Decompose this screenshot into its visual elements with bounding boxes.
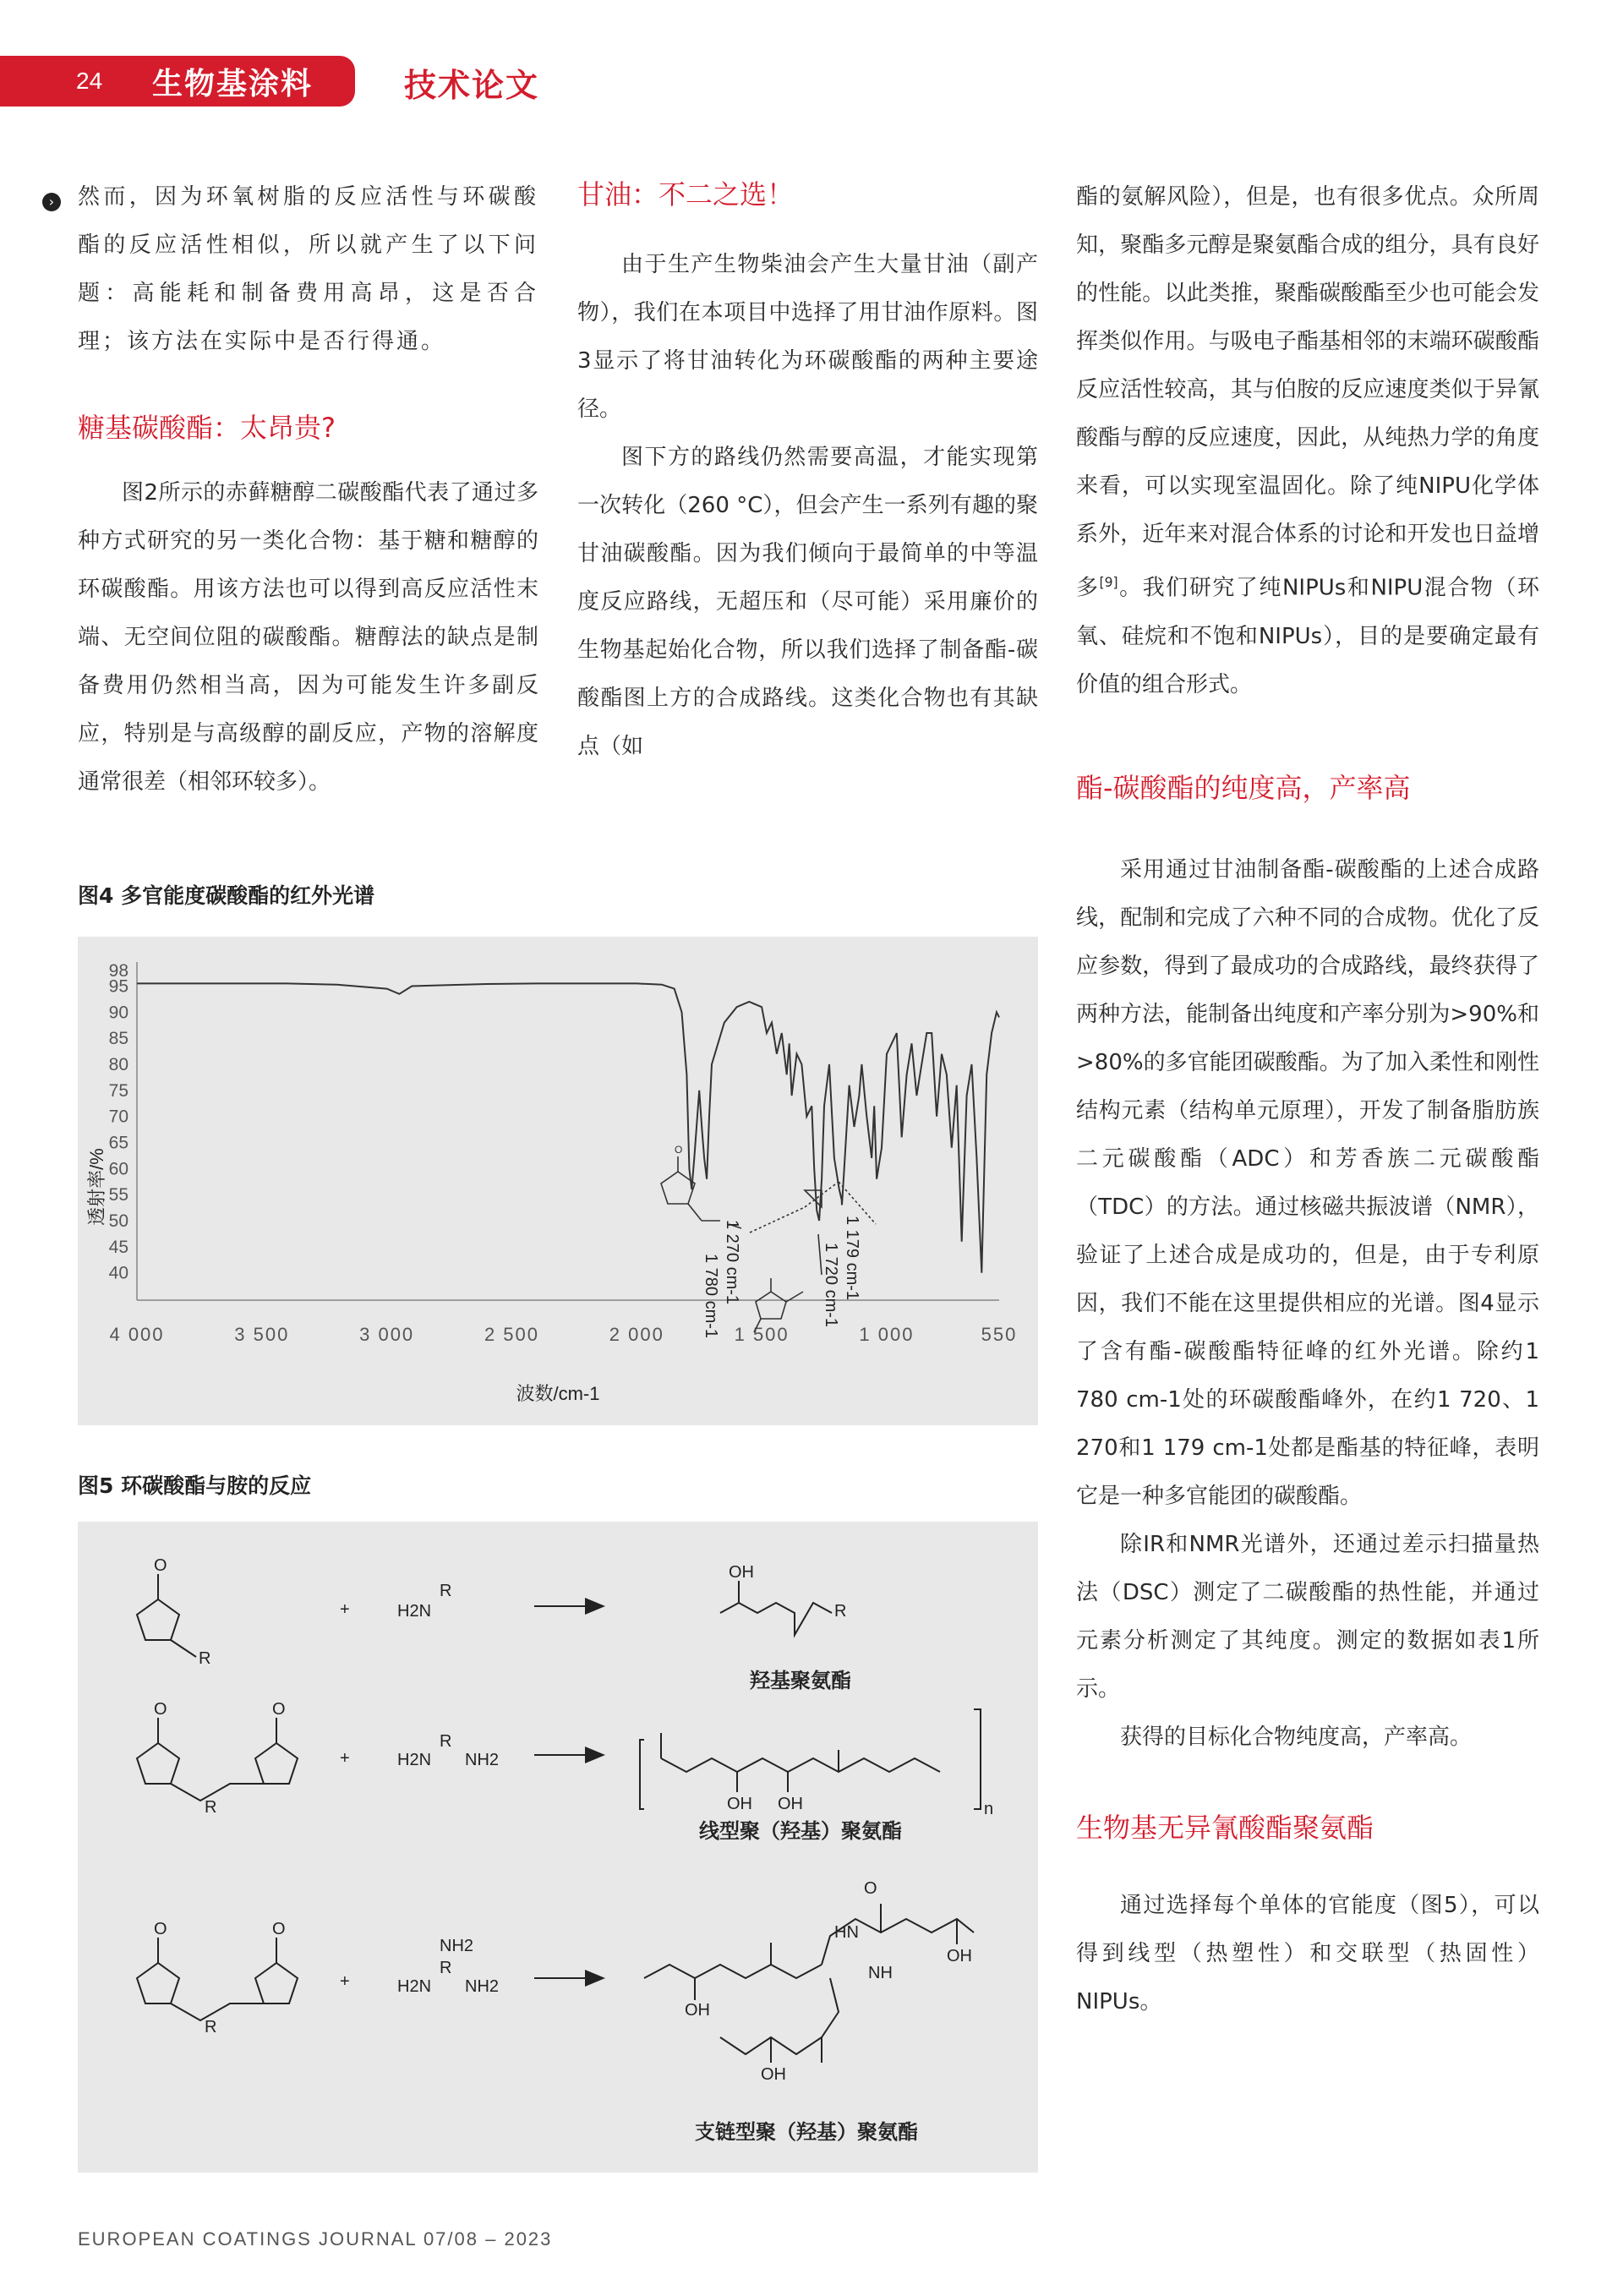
label-o-2a: O — [154, 1700, 167, 1719]
plus-sign-2: + — [340, 1749, 350, 1768]
reference-mark: [9] — [1099, 575, 1118, 590]
glycerol-paragraph-1: 由于生产生物柴油会产生大量甘油（副产物），我们在本项目中选择了用甘油作原料。图3显示了将甘油转化为环碳酸酯的两种主要途径。 — [577, 252, 1038, 422]
x-tick-label: 2 000 — [609, 1324, 664, 1345]
reaction-scheme — [78, 1522, 1038, 2173]
label-hn-3: HN — [834, 1923, 859, 1942]
label-oh-2b: OH — [778, 1795, 803, 1813]
nipu-paragraph: 通过选择每个单体的官能度（图5），可以得到线型（热塑性）和交联型（热固性）NIPUs。 — [1076, 1892, 1539, 2014]
section-title: 生物基涂料 — [152, 66, 314, 101]
amine-nh2-3b: NH2 — [465, 1977, 500, 1996]
amine-h2n-2: H2N — [397, 1751, 432, 1769]
y-tick-label: 90 — [108, 1003, 128, 1023]
label-o-3a: O — [154, 1920, 167, 1938]
x-tick-label: 2 500 — [484, 1324, 540, 1345]
label-r1-2: R — [205, 1798, 217, 1817]
label-oh-3c: OH — [761, 2065, 786, 2084]
left-column — [78, 173, 538, 806]
continue-arrow-icon: › — [42, 193, 61, 211]
mol-o-label: O — [675, 1144, 683, 1156]
section-banner — [0, 56, 355, 107]
y-tick-label: 85 — [108, 1029, 128, 1049]
y-tick-label: 40 — [108, 1263, 128, 1283]
x-tick-label: 3 000 — [359, 1324, 415, 1345]
figure4-caption: 图4 多官能度碳酸酯的红外光谱 — [78, 883, 375, 908]
dsc-paragraph: 除IR和NMR光谱外，还通过差示扫描量热法（DSC）测定了二碳酸酯的热性能，并通过元素分析测定了其纯度。测定的数据如表1所示。 — [1076, 1531, 1539, 1702]
heading-sugar-carbonate: 糖基碳酸酯：太昂贵? — [78, 412, 336, 444]
amine-h2n-1: H2N — [397, 1602, 432, 1621]
x-tick-label: 550 — [981, 1324, 1018, 1345]
y-tick-label: 70 — [108, 1107, 128, 1127]
product-label-linear-pu: 线型聚（羟基）聚氨酯 — [699, 1820, 902, 1843]
footer-journal: EUROPEAN COATINGS JOURNAL 07/08 – 2023 — [78, 2228, 553, 2250]
right-column — [1076, 173, 1539, 2026]
label-r1-3: R — [205, 2018, 217, 2036]
carbonate-ring-1 — [137, 1599, 179, 1640]
y-tick-label: 95 — [108, 976, 128, 997]
peak-label-1179: 1 179 cm-1 — [843, 1216, 861, 1301]
peak-label-1780: 1 780 cm-1 — [702, 1254, 720, 1339]
x-tick-label: 1 500 — [734, 1324, 790, 1345]
category-title: 技术论文 — [404, 67, 540, 104]
amine-nh2-3a: NH2 — [440, 1937, 474, 1955]
label-o-3c: O — [864, 1879, 877, 1898]
x-axis-label: 波数/cm-1 — [516, 1383, 600, 1404]
plus-sign-1: + — [340, 1600, 350, 1619]
product-label-branched-pu: 支链型聚（羟基）聚氨酯 — [695, 2121, 918, 2144]
y-tick-label: 50 — [108, 1211, 128, 1231]
y-tick-label: 45 — [108, 1237, 128, 1257]
amine-r2-3: R — [440, 1959, 452, 1977]
y-axis-label: 透射率/% — [86, 1148, 107, 1226]
page-number: 24 — [76, 68, 103, 94]
intro-paragraph: 然而，因为环氧树脂的反应活性与环碳酸酯的反应活性相似，所以就产生了以下问题：高能耗和制备费用高昂，这是否合理；该方法在实际中是否行得通。 — [78, 184, 538, 354]
label-o-1: O — [154, 1556, 167, 1575]
result-paragraph: 获得的目标化合物纯度高，产率高。 — [1120, 1724, 1473, 1750]
label-oh-3b: OH — [947, 1947, 972, 1965]
label-r1-1: R — [199, 1649, 211, 1668]
y-tick-label: 80 — [108, 1055, 128, 1074]
repeat-n-label: n — [984, 1800, 994, 1818]
amine-nh2-2: NH2 — [465, 1751, 500, 1769]
figure4-panel — [78, 937, 1038, 1425]
label-nh-3: NH — [868, 1964, 893, 1982]
ester-text: 酯的氨解风险），但是，也有很多优点。众所周知，聚酯多元醇是聚氨酯合成的组分，具有良好的性能。以此类推，聚酯碳酸酯至少也可能会发挥类似作用。与吸电子酯基相邻的末端环碳酸酯反应活性较高，其与伯胺的反应速度类似于异氰酸酯与醇的反应速度，因此，从纯热力学的角度来看，可以实现室温固化。除了纯NIPU化学体系外，近年来对混合体系的讨论和开发也日益增多 — [1076, 184, 1539, 601]
label-oh-2a: OH — [727, 1795, 752, 1813]
heading-purity: 酯-碳酸酯的纯度高，产率高 — [1076, 771, 1411, 804]
sugar-paragraph: 图2所示的赤藓糖醇二碳酸酯代表了通过多种方式研究的另一类化合物：基于糖和糖醇的环碳酸酯。用该方法也可以得到高反应活性末端、无空间位阻的碳酸酯。糖醇法的缺点是制备费用仍然相当高，因为可能发生许多副反应，特别是与高级醇的副反应，产物的溶解度通常很差（相邻环较多）。 — [78, 480, 538, 795]
figure5-panel — [78, 1522, 1038, 2173]
amine-r2-1: R — [440, 1582, 452, 1600]
x-tick-label: 4 000 — [109, 1324, 165, 1345]
glycerol-paragraph-2: 图下方的路线仍然需要高温，才能实现第一次转化（260 °C），但会产生一系列有趣的聚甘油碳酸酯。因为我们倾向于最简单的中等温度反应路线，无超压和（尽可能）采用廉价的生物基起始化合物，所以我们选择了制备酯-碳酸酯图上方的合成路线。这类化合物也有其缺点（如 — [577, 445, 1038, 759]
ir-spectrum-chart — [78, 937, 1038, 1425]
heading-glycerol: 甘油：不二之选！ — [577, 178, 795, 210]
label-o-2b: O — [272, 1700, 286, 1719]
amine-h2n-3: H2N — [397, 1977, 432, 1996]
y-tick-label: 55 — [108, 1185, 128, 1205]
figure5-caption: 图5 环碳酸酯与胺的反应 — [78, 1473, 312, 1498]
label-r2-product-1: R — [834, 1602, 847, 1621]
label-oh-3a: OH — [685, 2001, 710, 2020]
ester-text-end: 。我们研究了纯NIPUs和NIPU混合物（环氧、硅烷和不饱和NIPUs），目的是要确定最有价值的组合形式。 — [1076, 575, 1539, 697]
y-tick-label: 65 — [108, 1133, 128, 1153]
label-o-3b: O — [272, 1920, 286, 1938]
plus-sign-3: + — [340, 1972, 350, 1991]
amine-r2-2: R — [440, 1732, 452, 1751]
x-tick-label: 1 000 — [859, 1324, 915, 1345]
y-tick-label: 75 — [108, 1080, 128, 1101]
label-oh-1: OH — [729, 1563, 754, 1582]
peak-label-1720: 1 720 cm-1 — [822, 1243, 840, 1328]
peak-label-1270: 1 270 cm-1 — [723, 1220, 741, 1305]
ester-advantage-paragraph — [1076, 173, 1539, 709]
y-tick-label: 60 — [108, 1159, 128, 1179]
product-label-hydroxy-pu: 羟基聚氨酯 — [750, 1670, 851, 1692]
purity-paragraph: 采用通过甘油制备酯-碳酸酯的上述合成路线，配制和完成了六种不同的合成物。优化了反应参数，得到了最成功的合成路线，最终获得了两种方法，能制备出纯度和产率分别为>90%和>80%的多官能团碳酸酯。为了加入柔性和刚性结构元素（结构单元原理），开发了制备脂肪族二元碳酸酯（ADC）和芳香族二元碳酸酯（TDC）的方法。通过核磁共振波谱（NMR），验证了上述合成是成功的，但是，由于专利原因，我们不能在这里提供相应的光谱。图4显示了含有酯-碳酸酯特征峰的红外光谱。除约1 780 cm-1处的环碳酸酯峰外，在约1 720、1 270和1 179 cm-1处都是酯基的特征峰，表明它是一种多官能团的碳酸酯。 — [1076, 856, 1539, 1509]
heading-nipu: 生物基无异氰酸酯聚氨酯 — [1076, 1811, 1374, 1844]
y-tick-label: 98 — [108, 961, 128, 981]
x-tick-label: 3 500 — [234, 1324, 290, 1345]
middle-column — [577, 173, 1038, 771]
ir-spectrum-line — [137, 983, 999, 1272]
